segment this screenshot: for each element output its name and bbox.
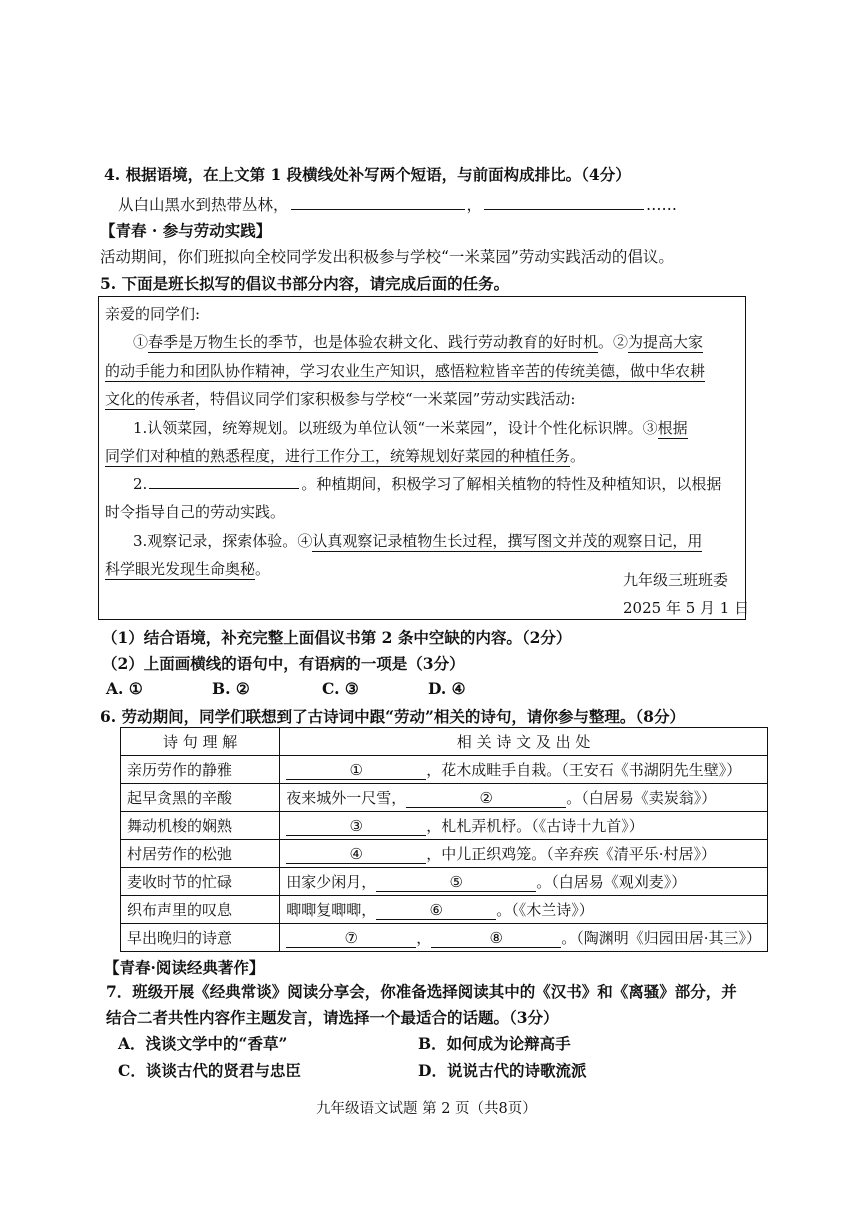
letter-para-1-line-2: [105, 360, 705, 381]
letter-item-3-line-2: [105, 558, 270, 579]
mark-2: 。②: [598, 333, 629, 351]
q6-stem: 6. 劳动期间，同学们联想到了古诗词中跟“劳动”相关的诗句，请你参与整理。（8分）: [100, 707, 685, 726]
section-title-labor: 【青春 · 参与劳动实践】: [100, 221, 272, 240]
row-poem: [280, 924, 768, 952]
letter-signer: 九年级三班班委: [623, 571, 729, 589]
underlined-sentence-3b: 同学们对种植的熟悉程度，进行工作分工，统筹规划好菜园的种植任务: [105, 447, 571, 465]
row-post: 。（白居易《卖炭翁》）: [566, 789, 717, 807]
item-3-end: 。: [255, 560, 271, 578]
row-post: 。（陶渊明《归园田居·其三》）: [561, 929, 761, 947]
table-row: [121, 756, 768, 784]
table-row: [121, 924, 768, 952]
q5-stem: 5. 下面是班长拟写的倡议书部分内容，请完成后面的任务。: [100, 274, 510, 293]
mark-1: ①: [133, 333, 149, 351]
underlined-sentence-3a: 根据: [657, 419, 688, 437]
poem-blank-4[interactable]: ④: [286, 845, 426, 864]
row-topic: 亲历劳作的静雅: [121, 756, 280, 784]
row-post: 。（《木兰诗》）: [496, 901, 594, 919]
row-poem: [280, 812, 768, 840]
item-2-blank[interactable]: [149, 474, 299, 489]
q4-sep: ，: [466, 196, 483, 214]
underlined-sentence-4a: 认真观察记录植物生长过程，撰写图文并茂的观察日记，用: [312, 532, 703, 550]
letter-para-1-line-3: [105, 388, 575, 409]
q7-option-d[interactable]: D．说说古代的诗歌流派: [418, 1061, 587, 1080]
row-pre: 夜来城外一尺雪，: [286, 789, 407, 807]
item-3-text: 3.观察记录，探索体验。④: [133, 532, 313, 550]
row-post: 。（白居易《观刈麦》）: [536, 873, 687, 891]
row-pre: 唧唧复唧唧，: [286, 901, 377, 919]
q4-blank-1[interactable]: [291, 195, 465, 210]
letter-item-1-line-2: [105, 445, 585, 466]
q7-option-a[interactable]: A．浅谈文学中的“香草”: [118, 1034, 288, 1053]
proposal-letter-box: [98, 296, 750, 620]
row-topic: 织布声里的叹息: [121, 896, 280, 924]
q7-option-c[interactable]: C．谈谈古代的贤君与忠臣: [118, 1061, 301, 1080]
row-topic: 起早贪黑的辛酸: [121, 784, 280, 812]
q5-sub-1: （1）结合语境，补充完整上面倡议书第 2 条中空缺的内容。（2分）: [102, 628, 572, 647]
poem-table: [120, 727, 768, 952]
item-1-text: 1.认领菜园，统筹规划。以班级为单位认领“一米菜园”，设计个性化标识牌。③: [133, 419, 658, 437]
letter-para-1-rest: ，特倡议同学们家积极参与学校“一米菜园”劳动实践活动:: [195, 390, 576, 408]
table-row: [121, 868, 768, 896]
q4-stem: 4. 根据语境，在上文第 1 段横线处补写两个短语，与前面构成排比。（4分）: [104, 165, 631, 184]
letter-para-1: [133, 331, 703, 352]
header-source: 相 关 诗 文 及 出 处: [280, 728, 768, 756]
underlined-sentence-2b: 的动手能力和团队协作精神，学习农业生产知识，感悟粒粒皆辛苦的传统美德，做中华农耕: [105, 362, 706, 380]
header-understanding: 诗 句 理 解: [121, 728, 280, 756]
poem-blank-6[interactable]: ⑥: [376, 901, 496, 920]
table-row: [121, 896, 768, 924]
row-topic: 麦收时节的忙碌: [121, 868, 280, 896]
section-title-reading: 【青春·阅读经典著作】: [104, 958, 265, 977]
row-topic: 早出晚归的诗意: [121, 924, 280, 952]
table-row: [121, 784, 768, 812]
q4-answer-line: [118, 193, 677, 215]
item-2-text: 。种植期间，积极学习了解相关植物的特性及种植知识，以根据: [301, 475, 722, 493]
item-1-end: 。: [570, 447, 586, 465]
row-post: ，中儿正织鸡笼。（辛弃疾《清平乐·村居》）: [426, 845, 716, 863]
poem-blank-7[interactable]: ⑦: [286, 929, 416, 948]
letter-date: 2025 年 5 月 1 日: [623, 599, 750, 617]
letter-greeting: 亲爱的同学们:: [105, 305, 201, 323]
row-poem: [280, 896, 768, 924]
q5-sub-2: （2）上面画横线的语句中，有语病的一项是（3分）: [102, 654, 465, 673]
poem-table-header: [121, 728, 768, 756]
q4-tail: ……: [646, 196, 678, 214]
section-intro: 活动期间，你们班拟向全校同学发出积极参与学校“一米菜园”劳动实践活动的倡议。: [100, 248, 674, 266]
row-pre: 田家少闲月，: [286, 873, 377, 891]
poem-blank-3[interactable]: ③: [286, 817, 426, 836]
poem-blank-8[interactable]: ⑧: [431, 929, 561, 948]
row-poem: [280, 756, 768, 784]
row-poem: [280, 868, 768, 896]
q5-option-c[interactable]: C. ③: [322, 679, 359, 698]
q4-lead: 从白山黑水到热带丛林，: [118, 196, 289, 214]
underlined-sentence-2c: 文化的传承者: [105, 390, 196, 408]
q5-option-a[interactable]: A. ①: [106, 679, 143, 698]
q4-blank-2[interactable]: [484, 195, 644, 210]
q5-option-d[interactable]: D. ④: [428, 679, 466, 698]
table-row: [121, 812, 768, 840]
underlined-sentence-1: 春季是万物生长的季节，也是体验农耕文化、践行劳动教育的好时机: [148, 333, 599, 351]
letter-item-3: [133, 530, 702, 551]
row-poem: [280, 840, 768, 868]
underlined-sentence-4b: 科学眼光发现生命奥秘: [105, 560, 256, 578]
q7-option-b[interactable]: B．如何成为论辩高手: [418, 1034, 571, 1053]
row-topic: 舞动机梭的娴熟: [121, 812, 280, 840]
underlined-sentence-2a: 为提高大家: [628, 333, 704, 351]
row-topic: 村居劳作的松弛: [121, 840, 280, 868]
poem-blank-1[interactable]: ①: [286, 761, 426, 780]
q7-stem-line-2: 结合二者共性内容作主题发言，请选择一个最适合的话题。（3分）: [106, 1008, 559, 1027]
table-row: [121, 840, 768, 868]
item-2-number: 2.: [133, 475, 148, 493]
letter-item-2-line-2: 时令指导自己的劳动实践。: [105, 503, 286, 521]
letter-item-2: [133, 473, 721, 494]
letter-item-1: [133, 417, 688, 438]
row-post: ，花木成畦手自栽。（王安石《书湖阴先生壁》）: [426, 761, 742, 779]
row-poem: [280, 784, 768, 812]
row-post: ，札札弄机杼。（《古诗十九首》）: [426, 817, 644, 835]
page-footer: 九年级语文试题 第 2 页（共8页）: [316, 1101, 537, 1117]
row-mid: ，: [416, 929, 432, 947]
q5-option-b[interactable]: B. ②: [212, 679, 250, 698]
q7-stem-line-1: 7．班级开展《经典常谈》阅读分享会，你准备选择阅读其中的《汉书》和《离骚》部分，并: [106, 982, 737, 1001]
poem-blank-2[interactable]: ②: [406, 789, 566, 808]
poem-blank-5[interactable]: ⑤: [376, 873, 536, 892]
